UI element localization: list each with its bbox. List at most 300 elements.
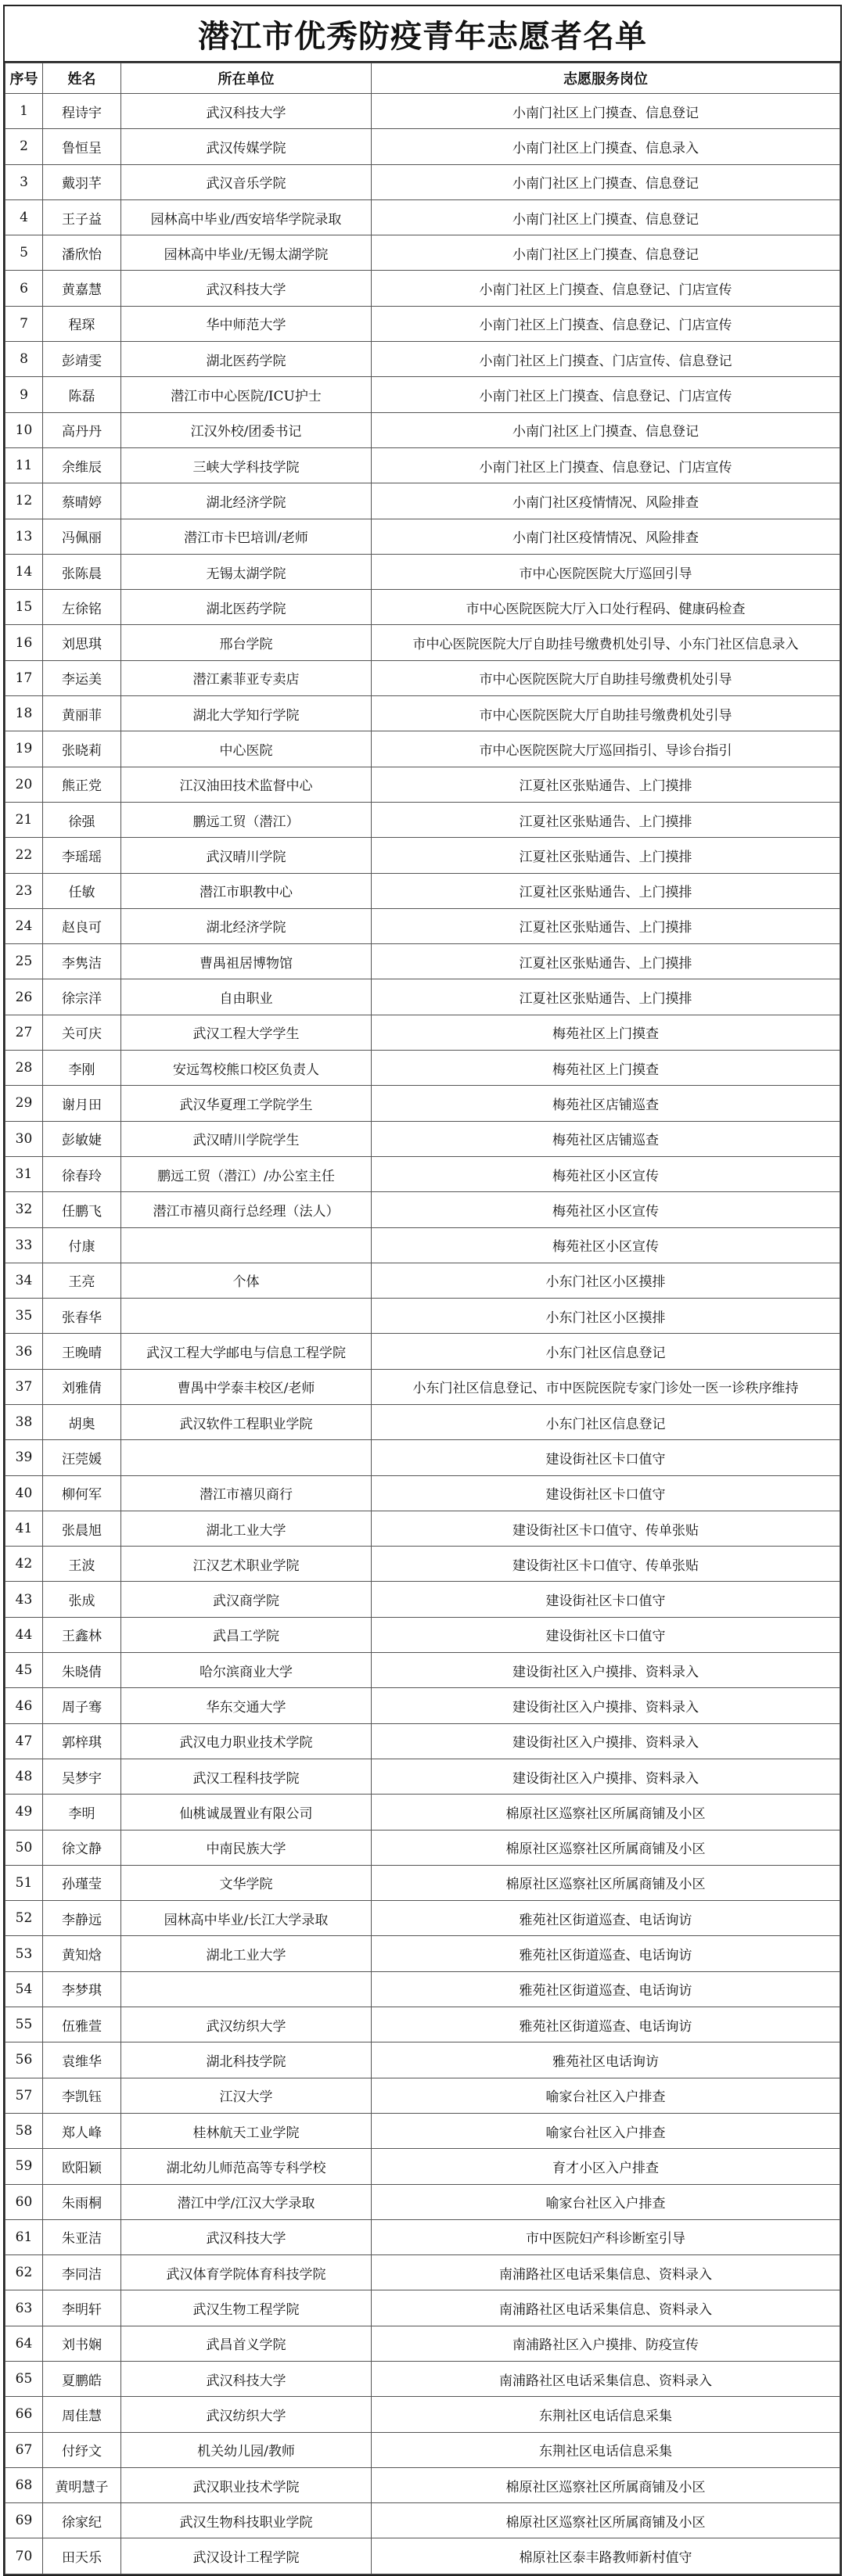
cell-post: 小南门社区疫情情况、风险排查 <box>372 483 840 519</box>
table-row <box>5 2432 840 2467</box>
table-row <box>5 625 840 660</box>
cell-post: 市中心医院医院大厅自助挂号缴费机处引导 <box>372 660 840 695</box>
cell-post: 小东门社区信息登记 <box>372 1334 840 1369</box>
cell-unit: 邢台学院 <box>121 625 372 660</box>
cell-unit: 武汉音乐学院 <box>121 164 372 199</box>
cell-name: 周佳慧 <box>43 2397 121 2432</box>
cell-name: 任鹏飞 <box>43 1192 121 1227</box>
cell-index: 55 <box>5 2007 43 2042</box>
cell-unit: 武昌首义学院 <box>121 2326 372 2361</box>
cell-unit: 曹禺祖居博物馆 <box>121 944 372 979</box>
table-row <box>5 1688 840 1723</box>
cell-index: 61 <box>5 2219 43 2254</box>
cell-unit: 湖北幼儿师范高等专科学校 <box>121 2149 372 2184</box>
cell-unit: 个体 <box>121 1263 372 1298</box>
cell-index: 16 <box>5 625 43 660</box>
cell-unit: 武汉晴川学院学生 <box>121 1121 372 1156</box>
table-row <box>5 2290 840 2326</box>
table-row <box>5 2397 840 2432</box>
cell-index: 23 <box>5 873 43 908</box>
cell-name: 郭梓琪 <box>43 1723 121 1759</box>
cell-post: 喻家台社区入户排查 <box>372 2184 840 2219</box>
cell-index: 31 <box>5 1156 43 1191</box>
cell-unit <box>121 1227 372 1263</box>
table-row <box>5 979 840 1015</box>
table-row <box>5 1015 840 1050</box>
cell-post: 南浦路社区入户摸排、防疫宣传 <box>372 2326 840 2361</box>
cell-post: 东荆社区电话信息采集 <box>372 2432 840 2467</box>
cell-name: 袁维华 <box>43 2042 121 2078</box>
cell-unit: 潜江市职教中心 <box>121 873 372 908</box>
cell-name: 左徐铭 <box>43 590 121 625</box>
cell-unit: 仙桃诚晟置业有限公司 <box>121 1795 372 1830</box>
cell-post: 小东门社区小区摸排 <box>372 1263 840 1298</box>
cell-index: 12 <box>5 483 43 519</box>
cell-post: 江夏社区张贴通告、上门摸排 <box>372 838 840 873</box>
cell-name: 欧阳颖 <box>43 2149 121 2184</box>
table-row <box>5 838 840 873</box>
cell-name: 高丹丹 <box>43 412 121 447</box>
cell-post: 市中心医院医院大厅自助挂号缴费机处引导、小东门社区信息录入 <box>372 625 840 660</box>
cell-unit: 武汉科技大学 <box>121 2219 372 2254</box>
table-body <box>5 94 840 2574</box>
cell-post: 市中心医院医院大厅入口处行程码、健康码检查 <box>372 590 840 625</box>
cell-name: 蔡晴婷 <box>43 483 121 519</box>
cell-index: 47 <box>5 1723 43 1759</box>
table-row <box>5 447 840 483</box>
cell-unit: 武昌工学院 <box>121 1617 372 1652</box>
cell-name: 张成 <box>43 1582 121 1617</box>
cell-index: 45 <box>5 1653 43 1688</box>
roster-sheet <box>3 5 842 2576</box>
table-row <box>5 1086 840 1121</box>
cell-unit: 华东交通大学 <box>121 1688 372 1723</box>
table-row <box>5 1192 840 1227</box>
cell-unit: 武汉生物科技职业学院 <box>121 2503 372 2538</box>
cell-index: 37 <box>5 1369 43 1404</box>
cell-name: 陈磊 <box>43 377 121 412</box>
cell-unit: 武汉电力职业技术学院 <box>121 1723 372 1759</box>
cell-unit: 湖北工业大学 <box>121 1936 372 1971</box>
cell-index: 7 <box>5 306 43 341</box>
cell-unit: 鹏远工贸（潜江） <box>121 802 372 837</box>
cell-post: 南浦路社区电话采集信息、资料录入 <box>372 2255 840 2290</box>
header-name: 姓名 <box>43 63 121 94</box>
cell-post: 建设街社区卡口值守 <box>372 1617 840 1652</box>
cell-post: 江夏社区张贴通告、上门摸排 <box>372 767 840 802</box>
table-row <box>5 1547 840 1582</box>
cell-unit: 湖北科技学院 <box>121 2042 372 2078</box>
cell-index: 52 <box>5 1901 43 1936</box>
table-row <box>5 412 840 447</box>
cell-post: 市中心医院医院大厅自助挂号缴费机处引导 <box>372 696 840 731</box>
cell-index: 18 <box>5 696 43 731</box>
cell-post: 小东门社区小区摸排 <box>372 1299 840 1334</box>
cell-name: 彭敏婕 <box>43 1121 121 1156</box>
cell-name: 徐家纪 <box>43 2503 121 2538</box>
cell-index: 38 <box>5 1404 43 1439</box>
cell-post: 小南门社区上门摸查、信息登记、门店宣传 <box>372 447 840 483</box>
cell-index: 48 <box>5 1759 43 1794</box>
cell-name: 李凯钰 <box>43 2078 121 2113</box>
table-row <box>5 873 840 908</box>
cell-index: 51 <box>5 1865 43 1900</box>
cell-name: 李隽洁 <box>43 944 121 979</box>
cell-post: 建设街社区入户摸排、资料录入 <box>372 1723 840 1759</box>
table-row <box>5 2503 840 2538</box>
cell-unit: 湖北工业大学 <box>121 1511 372 1546</box>
table-row <box>5 2078 840 2113</box>
cell-index: 24 <box>5 908 43 943</box>
cell-name: 郑人峰 <box>43 2113 121 2148</box>
cell-index: 56 <box>5 2042 43 2078</box>
cell-unit: 自由职业 <box>121 979 372 1015</box>
cell-name: 刘雅倩 <box>43 1369 121 1404</box>
table-row <box>5 1511 840 1546</box>
cell-post: 建设街社区卡口值守 <box>372 1475 840 1511</box>
table-row <box>5 1653 840 1688</box>
cell-index: 63 <box>5 2290 43 2326</box>
cell-index: 28 <box>5 1051 43 1086</box>
cell-post: 喻家台社区入户排查 <box>372 2078 840 2113</box>
table-row <box>5 2326 840 2361</box>
cell-index: 8 <box>5 342 43 377</box>
cell-post: 小东门社区信息登记、市中医院医院专家门诊处一医一诊秩序维持 <box>372 1369 840 1404</box>
cell-post: 小南门社区上门摸查、信息登记、门店宣传 <box>372 271 840 306</box>
cell-index: 62 <box>5 2255 43 2290</box>
cell-post: 江夏社区张贴通告、上门摸排 <box>372 944 840 979</box>
cell-name: 赵良可 <box>43 908 121 943</box>
cell-name: 周子骞 <box>43 1688 121 1723</box>
table-row <box>5 164 840 199</box>
cell-name: 黄丽菲 <box>43 696 121 731</box>
cell-post: 南浦路社区电话采集信息、资料录入 <box>372 2290 840 2326</box>
cell-index: 6 <box>5 271 43 306</box>
cell-index: 60 <box>5 2184 43 2219</box>
cell-post: 雅苑社区街道巡查、电话询访 <box>372 1936 840 1971</box>
cell-index: 1 <box>5 94 43 129</box>
cell-name: 张晓莉 <box>43 731 121 767</box>
cell-name: 张春华 <box>43 1299 121 1334</box>
cell-name: 李静远 <box>43 1901 121 1936</box>
cell-post: 棉原社区泰丰路教师新村值守 <box>372 2538 840 2574</box>
cell-unit: 武汉工程大学邮电与信息工程学院 <box>121 1334 372 1369</box>
cell-index: 33 <box>5 1227 43 1263</box>
cell-post: 小南门社区上门摸查、门店宣传、信息登记 <box>372 342 840 377</box>
header-post: 志愿服务岗位 <box>372 63 840 94</box>
cell-index: 25 <box>5 944 43 979</box>
cell-unit: 湖北经济学院 <box>121 483 372 519</box>
cell-unit: 鹏远工贸（潜江）/办公室主任 <box>121 1156 372 1191</box>
cell-index: 42 <box>5 1547 43 1582</box>
cell-index: 68 <box>5 2467 43 2502</box>
cell-post: 江夏社区张贴通告、上门摸排 <box>372 979 840 1015</box>
cell-unit: 三峡大学科技学院 <box>121 447 372 483</box>
table-row <box>5 2362 840 2397</box>
cell-index: 21 <box>5 802 43 837</box>
cell-unit: 江汉外校/团委书记 <box>121 412 372 447</box>
cell-index: 39 <box>5 1440 43 1475</box>
table-row <box>5 1156 840 1191</box>
cell-index: 27 <box>5 1015 43 1050</box>
cell-name: 徐文静 <box>43 1830 121 1865</box>
cell-unit: 华中师范大学 <box>121 306 372 341</box>
cell-unit: 江汉大学 <box>121 2078 372 2113</box>
cell-index: 70 <box>5 2538 43 2574</box>
cell-unit: 武汉体育学院体育科技学院 <box>121 2255 372 2290</box>
cell-post: 南浦路社区电话采集信息、资料录入 <box>372 2362 840 2397</box>
cell-post: 棉原社区巡察社区所属商铺及小区 <box>372 1865 840 1900</box>
cell-unit: 中南民族大学 <box>121 1830 372 1865</box>
cell-name: 张晨旭 <box>43 1511 121 1546</box>
cell-name: 张陈晨 <box>43 554 121 589</box>
cell-name: 付康 <box>43 1227 121 1263</box>
cell-post: 梅苑社区店铺巡查 <box>372 1121 840 1156</box>
cell-unit: 潜江市卡巴培训/老师 <box>121 519 372 554</box>
table-row <box>5 2255 840 2290</box>
table-row <box>5 1759 840 1794</box>
cell-index: 58 <box>5 2113 43 2148</box>
cell-name: 冯佩丽 <box>43 519 121 554</box>
cell-post: 小东门社区信息登记 <box>372 1404 840 1439</box>
table-row <box>5 2184 840 2219</box>
table-row <box>5 94 840 129</box>
table-row <box>5 1404 840 1439</box>
cell-unit: 园林高中毕业/西安培华学院录取 <box>121 199 372 235</box>
cell-name: 朱晓倩 <box>43 1653 121 1688</box>
table-row <box>5 731 840 767</box>
cell-post: 小南门社区疫情情况、风险排查 <box>372 519 840 554</box>
cell-unit: 武汉商学院 <box>121 1582 372 1617</box>
cell-index: 40 <box>5 1475 43 1511</box>
cell-name: 潘欣怡 <box>43 235 121 271</box>
cell-post: 小南门社区上门摸查、信息登记 <box>372 94 840 129</box>
cell-index: 69 <box>5 2503 43 2538</box>
table-row <box>5 342 840 377</box>
cell-post: 雅苑社区街道巡查、电话询访 <box>372 2007 840 2042</box>
cell-post: 市中心医院医院大厅巡回指引、导诊台指引 <box>372 731 840 767</box>
cell-name: 李明 <box>43 1795 121 1830</box>
cell-unit: 潜江素菲亚专卖店 <box>121 660 372 695</box>
cell-unit: 潜江中学/江汉大学录取 <box>121 2184 372 2219</box>
cell-unit: 武汉软件工程职业学院 <box>121 1404 372 1439</box>
cell-unit: 武汉传媒学院 <box>121 129 372 164</box>
cell-name: 李刚 <box>43 1051 121 1086</box>
cell-post: 育才小区入户排查 <box>372 2149 840 2184</box>
cell-name: 王子益 <box>43 199 121 235</box>
cell-unit: 江汉油田技术监督中心 <box>121 767 372 802</box>
cell-unit: 武汉科技大学 <box>121 271 372 306</box>
cell-post: 建设街社区卡口值守、传单张贴 <box>372 1511 840 1546</box>
cell-index: 41 <box>5 1511 43 1546</box>
cell-post: 江夏社区张贴通告、上门摸排 <box>372 873 840 908</box>
cell-unit <box>121 1440 372 1475</box>
cell-name: 李同洁 <box>43 2255 121 2290</box>
table-row <box>5 1334 840 1369</box>
cell-post: 建设街社区入户摸排、资料录入 <box>372 1688 840 1723</box>
table-row <box>5 908 840 943</box>
cell-post: 棉原社区巡察社区所属商铺及小区 <box>372 1830 840 1865</box>
cell-index: 4 <box>5 199 43 235</box>
cell-index: 2 <box>5 129 43 164</box>
cell-index: 20 <box>5 767 43 802</box>
table-row <box>5 2113 840 2148</box>
cell-unit: 武汉科技大学 <box>121 2362 372 2397</box>
cell-unit: 武汉纺织大学 <box>121 2007 372 2042</box>
cell-name: 关可庆 <box>43 1015 121 1050</box>
cell-name: 朱雨桐 <box>43 2184 121 2219</box>
cell-unit: 武汉晴川学院 <box>121 838 372 873</box>
cell-name: 王波 <box>43 1547 121 1582</box>
cell-name: 朱亚洁 <box>43 2219 121 2254</box>
cell-name: 刘书娴 <box>43 2326 121 2361</box>
cell-unit: 桂林航天工业学院 <box>121 2113 372 2148</box>
cell-index: 53 <box>5 1936 43 1971</box>
cell-index: 5 <box>5 235 43 271</box>
cell-post: 东荆社区电话信息采集 <box>372 2397 840 2432</box>
cell-post: 小南门社区上门摸查、信息登记、门店宣传 <box>372 306 840 341</box>
cell-post: 梅苑社区小区宣传 <box>372 1156 840 1191</box>
table-row <box>5 129 840 164</box>
cell-index: 44 <box>5 1617 43 1652</box>
table-row <box>5 1936 840 1971</box>
cell-name: 黄明慧子 <box>43 2467 121 2502</box>
cell-index: 22 <box>5 838 43 873</box>
cell-post: 棉原社区巡察社区所属商铺及小区 <box>372 2503 840 2538</box>
table-row <box>5 590 840 625</box>
cell-index: 59 <box>5 2149 43 2184</box>
cell-name: 任敏 <box>43 873 121 908</box>
cell-name: 刘思琪 <box>43 625 121 660</box>
cell-name: 胡奥 <box>43 1404 121 1439</box>
cell-post: 建设街社区卡口值守 <box>372 1582 840 1617</box>
cell-post: 梅苑社区小区宣传 <box>372 1227 840 1263</box>
cell-name: 付纾文 <box>43 2432 121 2467</box>
cell-name: 黄知焓 <box>43 1936 121 1971</box>
cell-post: 小南门社区上门摸查、信息录入 <box>372 129 840 164</box>
cell-unit: 湖北大学知行学院 <box>121 696 372 731</box>
cell-name: 王晚晴 <box>43 1334 121 1369</box>
cell-name: 鲁恒呈 <box>43 129 121 164</box>
cell-index: 43 <box>5 1582 43 1617</box>
cell-post: 棉原社区巡察社区所属商铺及小区 <box>372 1795 840 1830</box>
cell-index: 14 <box>5 554 43 589</box>
table-row <box>5 2538 840 2574</box>
cell-post: 棉原社区巡察社区所属商铺及小区 <box>372 2467 840 2502</box>
cell-post: 雅苑社区街道巡查、电话询访 <box>372 1901 840 1936</box>
table-row <box>5 802 840 837</box>
cell-name: 徐春玲 <box>43 1156 121 1191</box>
cell-unit: 湖北医药学院 <box>121 342 372 377</box>
cell-unit: 湖北医药学院 <box>121 590 372 625</box>
cell-post: 小南门社区上门摸查、信息登记 <box>372 164 840 199</box>
cell-unit: 中心医院 <box>121 731 372 767</box>
cell-name: 柳何军 <box>43 1475 121 1511</box>
cell-index: 15 <box>5 590 43 625</box>
cell-name: 伍雅萱 <box>43 2007 121 2042</box>
table-row <box>5 2149 840 2184</box>
cell-name: 夏鹏皓 <box>43 2362 121 2397</box>
cell-unit: 武汉工程科技学院 <box>121 1759 372 1794</box>
cell-unit: 武汉纺织大学 <box>121 2397 372 2432</box>
table-row <box>5 1227 840 1263</box>
table-row <box>5 483 840 519</box>
table-row <box>5 1369 840 1404</box>
cell-post: 雅苑社区电话询访 <box>372 2042 840 2078</box>
table-row <box>5 271 840 306</box>
cell-index: 54 <box>5 1971 43 2007</box>
table-row <box>5 1971 840 2007</box>
cell-post: 建设街社区入户摸排、资料录入 <box>372 1653 840 1688</box>
cell-unit <box>121 1299 372 1334</box>
table-row <box>5 1901 840 1936</box>
cell-unit: 武汉科技大学 <box>121 94 372 129</box>
cell-unit: 潜江市中心医院/ICU护士 <box>121 377 372 412</box>
cell-index: 36 <box>5 1334 43 1369</box>
cell-unit: 武汉生物工程学院 <box>121 2290 372 2326</box>
cell-unit: 无锡太湖学院 <box>121 554 372 589</box>
table-row <box>5 2467 840 2502</box>
cell-index: 35 <box>5 1299 43 1334</box>
table-row <box>5 1723 840 1759</box>
cell-index: 13 <box>5 519 43 554</box>
cell-name: 李瑶瑶 <box>43 838 121 873</box>
cell-post: 江夏社区张贴通告、上门摸排 <box>372 908 840 943</box>
cell-name: 徐宗洋 <box>43 979 121 1015</box>
cell-index: 65 <box>5 2362 43 2397</box>
cell-post: 喻家台社区入户排查 <box>372 2113 840 2148</box>
cell-index: 34 <box>5 1263 43 1298</box>
cell-post: 小南门社区上门摸查、信息登记 <box>372 412 840 447</box>
cell-name: 田天乐 <box>43 2538 121 2574</box>
table-row <box>5 1795 840 1830</box>
cell-unit: 江汉艺术职业学院 <box>121 1547 372 1582</box>
header-unit: 所在单位 <box>121 63 372 94</box>
cell-post: 建设街社区入户摸排、资料录入 <box>372 1759 840 1794</box>
cell-name: 汪莞媛 <box>43 1440 121 1475</box>
table-row <box>5 377 840 412</box>
cell-post: 梅苑社区上门摸查 <box>372 1051 840 1086</box>
cell-index: 19 <box>5 731 43 767</box>
table-row <box>5 767 840 802</box>
cell-index: 29 <box>5 1086 43 1121</box>
table-row <box>5 1830 840 1865</box>
cell-unit: 湖北经济学院 <box>121 908 372 943</box>
cell-post: 梅苑社区小区宣传 <box>372 1192 840 1227</box>
table-row <box>5 660 840 695</box>
cell-index: 57 <box>5 2078 43 2113</box>
cell-post: 小南门社区上门摸查、信息登记 <box>372 235 840 271</box>
table-row <box>5 1263 840 1298</box>
cell-name: 李梦琪 <box>43 1971 121 2007</box>
table-row <box>5 2007 840 2042</box>
cell-index: 30 <box>5 1121 43 1156</box>
cell-post: 建设街社区卡口值守、传单张贴 <box>372 1547 840 1582</box>
cell-unit: 潜江市禧贝商行 <box>121 1475 372 1511</box>
cell-name: 吴梦宇 <box>43 1759 121 1794</box>
cell-index: 46 <box>5 1688 43 1723</box>
table-row <box>5 944 840 979</box>
cell-post: 梅苑社区上门摸查 <box>372 1015 840 1050</box>
cell-unit: 文华学院 <box>121 1865 372 1900</box>
cell-index: 50 <box>5 1830 43 1865</box>
cell-unit: 武汉工程大学学生 <box>121 1015 372 1050</box>
cell-post: 市中医院妇产科诊断室引导 <box>372 2219 840 2254</box>
cell-index: 11 <box>5 447 43 483</box>
cell-name: 谢月田 <box>43 1086 121 1121</box>
cell-name: 戴羽芊 <box>43 164 121 199</box>
cell-index: 67 <box>5 2432 43 2467</box>
